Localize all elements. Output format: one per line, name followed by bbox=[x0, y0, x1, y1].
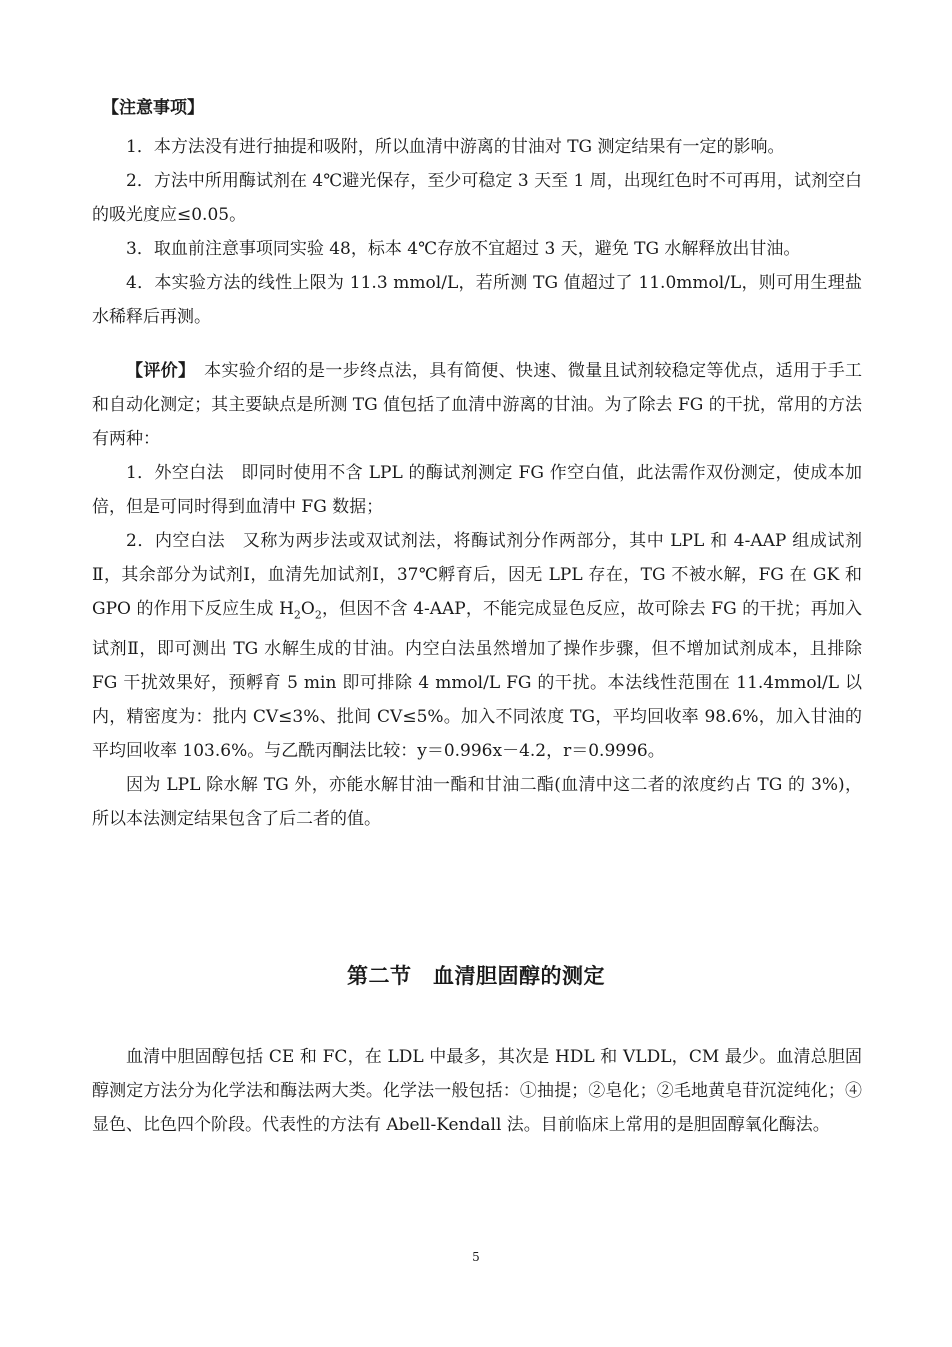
note-item-3: 3．取血前注意事项同实验 48，标本 4℃存放不宜超过 3 天，避免 TG 水解释放出甘油。 bbox=[126, 239, 801, 259]
closing-paragraph: 因为 LPL 除水解 TG 外，亦能水解甘油一酯和甘油二酯(血清中这二者的浓度约占 TG 的 3%)，所以本法测定结果包含了后二者的值。 bbox=[92, 775, 862, 830]
method-2-text-b: O bbox=[300, 599, 315, 619]
section-title: 第二节 血清胆固醇的测定 bbox=[347, 964, 605, 988]
evaluation-label: 【评价】 bbox=[126, 361, 187, 381]
subscript-2a: 2 bbox=[293, 608, 301, 622]
evaluation-intro-paragraph bbox=[92, 354, 862, 456]
note-item-4: 4．本实验方法的线性上限为 11.3 mmol/L，若所测 TG 值超过了 11.0mmol/L，则可用生理盐水稀释后再测。 bbox=[92, 273, 862, 327]
method-2-text-a: 2．内空白法 又称为两步法或双试剂法，将酶试剂分作两部分，其中 LPL 和 4-AAP 组成试剂Ⅱ，其余部分为试剂Ⅰ，血清先加试剂Ⅰ，37℃孵育后，因无 LPL 存在，TG 不被水解，FG 在 GK 和GPO 的作用下反应生成 H bbox=[92, 531, 862, 619]
section-body bbox=[92, 1040, 862, 1142]
method-2-text-c: ，但因不含 4-AAP，不能完成显色反应，故可除去 FG 的干扰；再加入试剂Ⅱ，即可测出 TG 水解生成的甘油。内空白法虽然增加了操作步骤，但不增加试剂成本，且排除 FG 干扰效果好，预孵育 5 min 即可排除 4 mmol/L FG 的干扰。本法线性范围在 11.4mmol/L 以内，精密度为：批内 CV≤3%、批间 CV≤5%。加入不同浓度 TG，平均回收率 98.6%，加入甘油的平均回收率 103.6%。与乙酰丙酮法比较：y＝0.996x－4.2，r＝0.9996。 bbox=[92, 599, 862, 762]
subscript-2b: 2 bbox=[314, 608, 322, 622]
evaluation-intro: 本实验介绍的是一步终点法，具有简便、快速、微量且试剂较稳定等优点，适用于手工和自动化测定；其主要缺点是所测 TG 值包括了血清中游离的甘油。为了除去 FG 的干扰，常用的方法有两种： bbox=[92, 361, 863, 449]
notes-heading: 【注意事项】 bbox=[102, 98, 204, 118]
method-1-paragraph: 1．外空白法 即同时使用不含 LPL 的酶试剂测定 FG 作空白值，此法需作双份测定，使成本加倍，但是可同时得到血清中 FG 数据； bbox=[92, 463, 862, 517]
notes-list bbox=[92, 130, 862, 334]
page-number: 5 bbox=[472, 1250, 480, 1264]
note-item-2: 2．方法中所用酶试剂在 4℃避光保存，至少可稳定 3 天至 1 周，出现红色时不可再用，试剂空白的吸光度应≤0.05。 bbox=[92, 171, 862, 225]
section-paragraph: 血清中胆固醇包括 CE 和 FC，在 LDL 中最多，其次是 HDL 和 VLDL，CM 最少。血清总胆固醇测定方法分为化学法和酶法两大类。化学法一般包括：①抽提；②皂化；②毛地黄皂苷沉淀纯化；④显色、比色四个阶段。代表性的方法有 Abell-Kendall 法。目前临床上常用的是胆固醇氧化酶法。 bbox=[92, 1047, 862, 1135]
evaluation-block bbox=[92, 354, 862, 836]
note-item-1: 1．本方法没有进行抽提和吸附，所以血清中游离的甘油对 TG 测定结果有一定的影响。 bbox=[126, 137, 785, 157]
method-2-paragraph bbox=[92, 524, 862, 768]
